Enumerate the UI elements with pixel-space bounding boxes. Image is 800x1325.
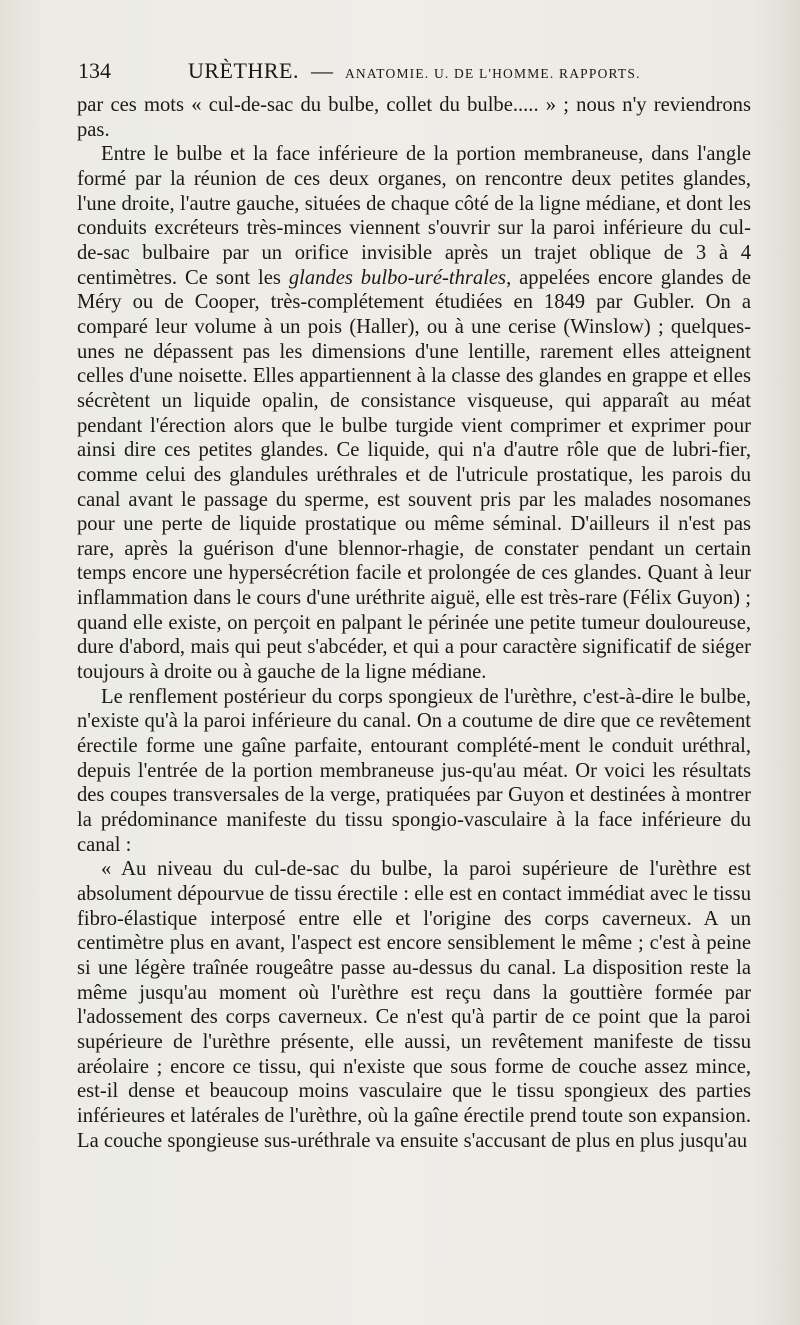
running-header: [78, 58, 754, 88]
paragraph-text: par ces mots « cul-de-sac du bulbe, collet du bulbe..... » ; nous n'y reviendrons pas.: [77, 94, 751, 141]
paragraph-text: , appelées encore glandes de Méry ou de Cooper, très-complétement étudiées en 1849 par Gubler. On a comparé leur volume à un pois (Haller), ou à une cerise (Winslow) ; quelques-unes ne dépassent pas les dimensions d'une lentille, rarement elles atteignent celles d'une noisette. Elles appartiennent à la classe des glandes en grappe et elles sécrètent un liquide opalin, de consistance visqueuse, qui apparaît au méat pendant l'érection alors que le bulbe turgide vient comprimer et exprimer pour ainsi dire ces petites glandes. Ce liquide, qui n'a d'autre rôle que de lubri-fier, comme celui des glandules uréthrales et de l'utricule prostatique, les parois du canal avant le passage du sperme, est souvent pris par les malades nosomanes pour une perte de liquide prostatique ou même séminal. D'ailleurs il n'est pas rare, après la guérison d'une blennor-rhagie, de constater pendant un certain temps encore une hypersécrétion facile et prolongée de ces glandes. Quant à leur inflammation dans le cours d'une uréthrite aiguë, elle est très-rare (Félix Guyon) ; quand elle existe, on perçoit en palpant le périnée une petite tumeur douloureuse, dure d'abord, mais qui peut s'abcéder, et qui a pour caractère significatif de siéger toujours à droite ou à gauche de la ligne médiane.: [77, 266, 751, 684]
italic-term: glandes bulbo-uré-thrales: [288, 266, 507, 289]
running-title: URÈTHRE.: [188, 58, 299, 83]
paragraph-text: « Au niveau du cul-de-sac du bulbe, la paroi supérieure de l'urèthre est absolument dépourvue de tissu érectile : elle est en contact immédiat avec le tissu fibro-élastique interposé entre elle et l'origine des corps caverneux. A un centimètre plus en avant, l'aspect est encore sensiblement le même ; c'est à peine si une légère traînée rougeâtre passe au-dessus du canal. La disposition reste la même jusqu'au moment où l'urèthre est reçu dans la gouttière formée par l'adossement des corps caverneux. Ce n'est qu'à partir de ce point que la paroi supérieure de l'urèthre présente, elle aussi, un revêtement manifeste de tissu aréolaire ; encore ce tissu, qui n'existe que sous forme de couche assez mince, est-il dense et beaucoup moins vasculaire que le tissu spongieux des parties inférieures et latérales de l'urèthre, où la gaîne érectile prend toute son expansion. La couche spongieuse sus-uréthrale va ensuite s'accusant de plus en plus jusqu'au: [77, 858, 751, 1152]
paragraph: [77, 142, 751, 684]
paragraph: [77, 93, 751, 142]
page-number: 134: [78, 58, 111, 83]
body-text: [77, 93, 751, 1153]
paragraph: [77, 685, 751, 858]
paragraph-text: Le renflement postérieur du corps spongieux de l'urèthre, c'est-à-dire le bulbe, n'existe qu'à la paroi inférieure du canal. On a coutume de dire que ce revêtement érectile forme une gaîne parfaite, entourant complété-ment le conduit uréthral, depuis l'entrée de la portion membraneuse jus-qu'au méat. Or voici les résultats des coupes transversales de la verge, pratiquées par Guyon et destinées à montrer la prédominance manifeste du tissu spongio-vasculaire à la face inférieure du canal :: [77, 685, 751, 856]
header-dash: —: [310, 58, 333, 83]
running-subtitle: ANATOMIE. U. DE L'HOMME. RAPPORTS.: [344, 66, 641, 81]
paragraph: [77, 857, 751, 1153]
paragraph-text: Entre le bulbe et la face inférieure de la portion membraneuse, dans l'angle formé par la réunion de ces deux organes, on rencontre deux petites glandes, l'une droite, l'autre gauche, situées de chaque côté de la ligne médiane, et dont les conduits excréteurs très-minces viennent s'ouvrir sur la paroi inférieure du cul-de-sac bulbaire par un orifice invisible après un trajet oblique de 3 à 4 centimètres. Ce sont les: [77, 143, 751, 289]
